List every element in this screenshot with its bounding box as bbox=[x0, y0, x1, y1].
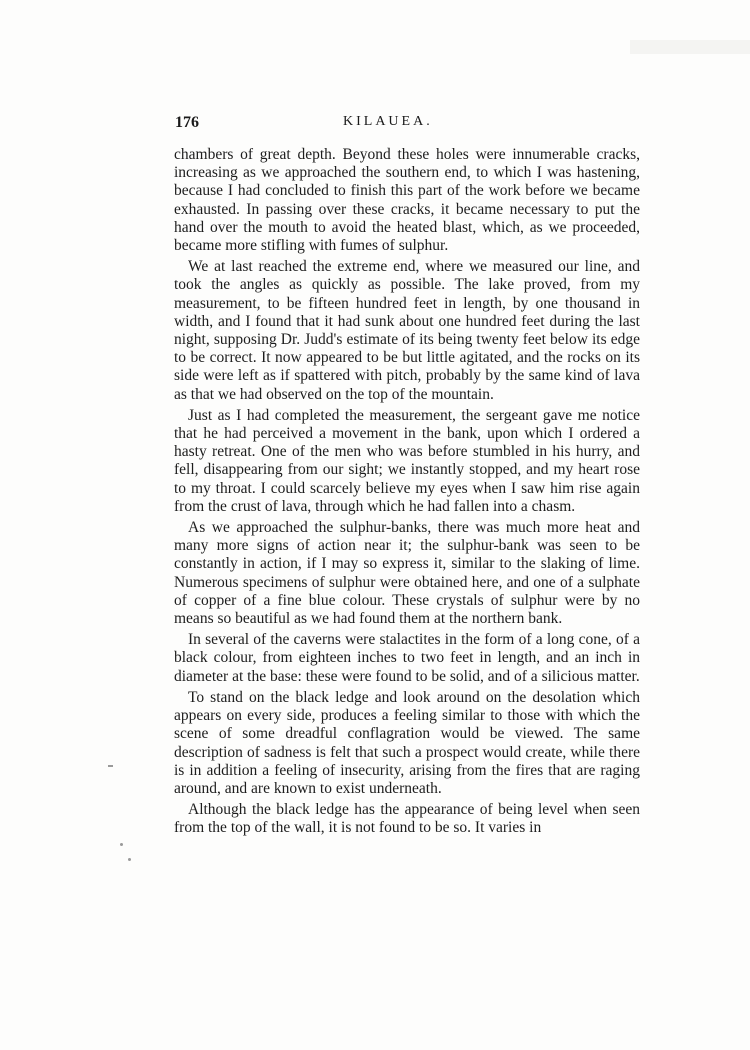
page-header bbox=[175, 114, 645, 138]
running-head: KILAUEA. bbox=[343, 114, 433, 129]
paragraph: chambers of great depth. Beyond these holes were innumerable cracks, increasing as we approached the southern end, to which I was hastening, because I had concluded to finish this part of the work before we became exhausted. In passing over these cracks, it became necessary to put the hand over the mouth to avoid the heated blast, which, as we proceeded, became more stifling with fumes of sulphur. bbox=[174, 146, 640, 255]
paragraph: As we approached the sulphur-banks, there was much more heat and many more signs of action near it; the sulphur-bank was seen to be constantly in action, if I may so express it, similar to the slaking of lime. Numerous specimens of sulphur were obtained here, and one of a sulphate of copper of a fine blue colour. These crystals of sulphur were by no means so beautiful as we had found them at the northern bank. bbox=[174, 519, 640, 628]
margin-mark bbox=[120, 843, 123, 846]
body-text bbox=[174, 146, 640, 841]
paragraph: Just as I had completed the measurement, the sergeant gave me notice that he had perceived a movement in the bank, upon which I ordered a hasty retreat. One of the men who was before stumbled in his hurry, and fell, disappearing from our sight; we instantly stopped, and my heart rose to my throat. I could scarcely believe my eyes when I saw him rise again from the crust of lava, through which he had fallen into a chasm. bbox=[174, 406, 640, 515]
margin-mark bbox=[128, 858, 131, 861]
show-through-bleed bbox=[630, 40, 750, 54]
paragraph: Although the black ledge has the appearance of being level when seen from the top of the wall, it is not found to be so. It varies in bbox=[174, 801, 640, 837]
paragraph: To stand on the black ledge and look around on the desolation which appears on every side, produces a feeling similar to those with which the scene of some dreadful conflagration would be viewed. The same description of sadness is felt that such a prospect would create, while there is in addition a feeling of insecurity, arising from the fires that are raging around, and are known to exist underneath. bbox=[174, 688, 640, 797]
paragraph: In several of the caverns were stalactites in the form of a long cone, of a black colour, from eighteen inches to two feet in length, and an inch in diameter at the base: these were found to be solid, and of a silicious matter. bbox=[174, 631, 640, 685]
paragraph: We at last reached the extreme end, where we measured our line, and took the angles as quickly as possible. The lake proved, from my measurement, to be fifteen hundred feet in length, by one thousand in width, and I found that it had sunk about one hundred feet during the last night, supposing Dr. Judd's estimate of its being twenty feet below its edge to be correct. It now appeared to be but little agitated, and the rocks on its side were left as if spattered with pitch, probably by the same kind of lava as that we had observed on the top of the mountain. bbox=[174, 258, 640, 403]
page-number: 176 bbox=[175, 114, 199, 131]
margin-mark bbox=[108, 765, 113, 767]
